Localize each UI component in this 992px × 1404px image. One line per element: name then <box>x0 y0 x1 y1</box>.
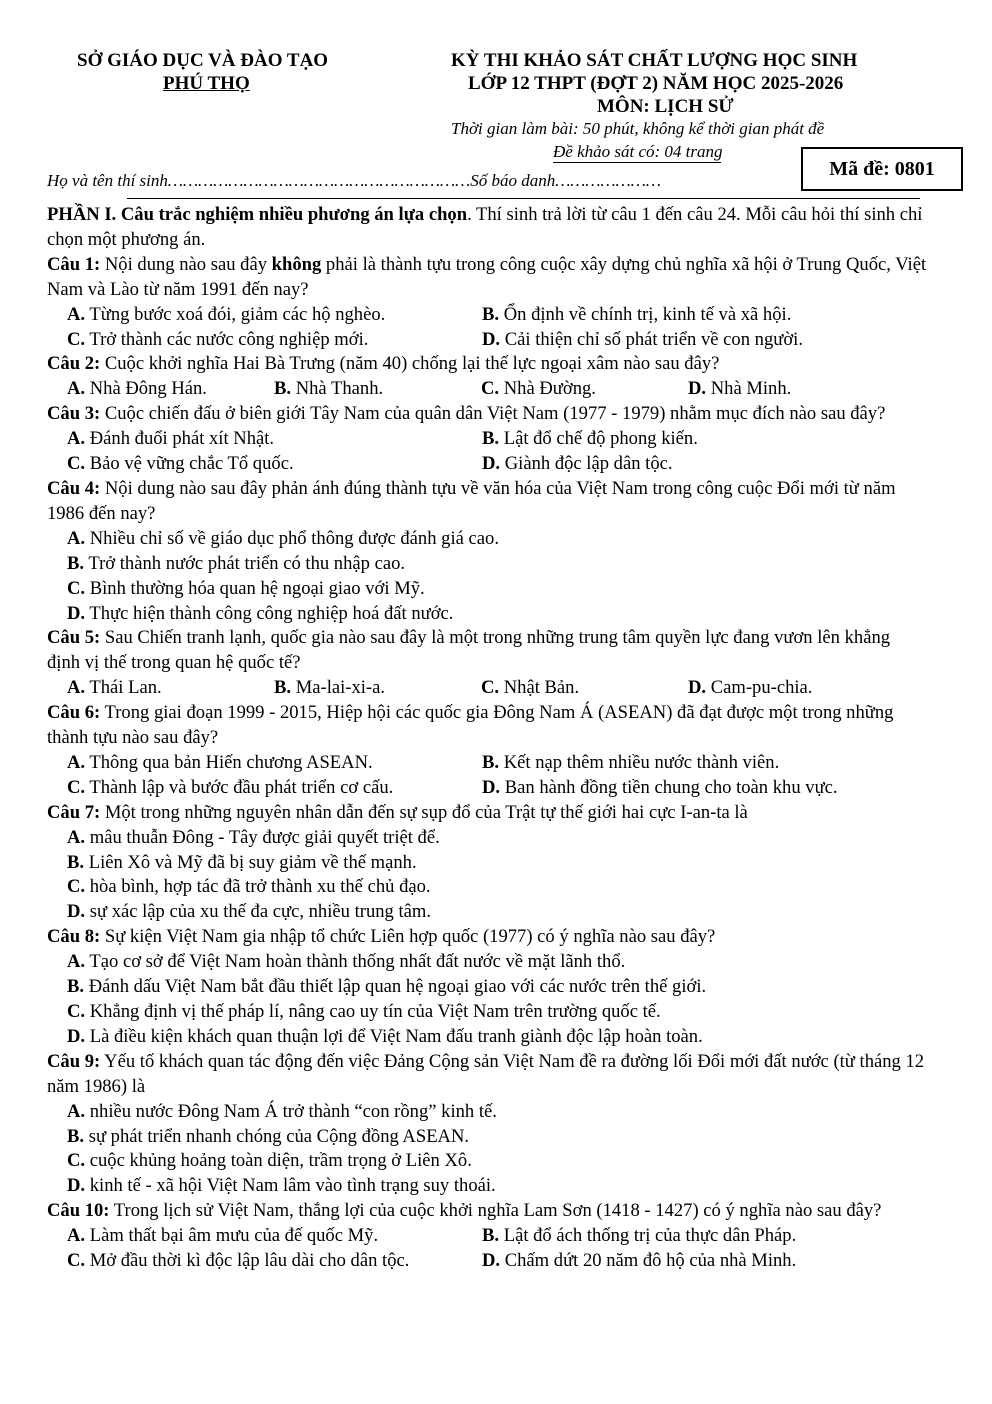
option-row <box>47 303 927 328</box>
option-text: Trở thành nước phát triển có thu nhập cao. <box>84 552 406 574</box>
option-text: Nhà Đông Hán. <box>85 378 207 400</box>
option-c[interactable] <box>481 377 688 402</box>
option-b[interactable] <box>47 851 927 876</box>
option-d[interactable] <box>482 452 673 477</box>
option-b[interactable] <box>47 552 927 577</box>
option-label: A. <box>67 751 86 773</box>
question-number: Câu 9: <box>47 1050 101 1072</box>
option-text: Giành độc lập dân tộc. <box>500 453 673 475</box>
option-label: B. <box>67 1125 85 1147</box>
option-a[interactable] <box>67 303 482 328</box>
option-c[interactable] <box>47 1149 927 1174</box>
question-3 <box>47 402 927 427</box>
option-label: B. <box>482 428 500 450</box>
option-row <box>47 328 927 353</box>
question-emphasis: không <box>271 253 322 275</box>
option-b[interactable] <box>274 377 481 402</box>
time-note: Thời gian làm bài: 50 phút, không kể thời gian phát đề <box>451 119 825 138</box>
section-title: PHẦN I. Câu trắc nghiệm nhiều phương án lựa chọn <box>47 204 468 225</box>
option-row <box>47 1224 927 1249</box>
option-text: Liên Xô và Mỹ đã bị suy giảm về thế mạnh. <box>84 851 417 873</box>
option-text: Chấm dứt 20 năm đô hộ của nhà Minh. <box>500 1250 797 1272</box>
option-label: B. <box>67 976 85 998</box>
option-b[interactable] <box>47 975 927 1000</box>
option-d[interactable] <box>47 1174 927 1199</box>
option-label: A. <box>67 1100 86 1122</box>
option-row <box>47 427 927 452</box>
option-label: A. <box>67 378 86 400</box>
question-text: Nội dung nào sau đây phản ánh đúng thành tựu về văn hóa của Việt Nam trong công cuộc Đổi mới từ năm 1986 đến nay? <box>47 477 896 524</box>
option-text: Bảo vệ vững chắc Tổ quốc. <box>85 453 294 475</box>
question-number: Câu 5: <box>47 627 101 649</box>
option-label: C. <box>67 776 86 798</box>
option-row <box>47 676 927 701</box>
option-text: Thực hiện thành công công nghiệp hoá đất nước. <box>85 602 454 624</box>
option-label: D. <box>482 328 501 350</box>
exam-code: Mã đề: 0801 <box>829 157 935 180</box>
option-c[interactable] <box>481 676 688 701</box>
question-text: Yếu tố khách quan tác động đến việc Đảng Cộng sản Việt Nam đề ra đường lối Đổi mới đất nước (từ tháng 12 năm 1986) là <box>47 1050 925 1097</box>
option-c[interactable] <box>67 776 482 801</box>
option-b[interactable] <box>274 676 481 701</box>
option-label: B. <box>482 303 500 325</box>
option-label: D. <box>482 453 501 475</box>
question-1 <box>47 253 927 303</box>
option-label: C. <box>67 453 86 475</box>
option-a[interactable] <box>47 950 927 975</box>
option-text: Cam-pu-chia. <box>706 677 813 699</box>
question-number: Câu 7: <box>47 801 101 823</box>
option-d[interactable] <box>482 328 803 353</box>
option-text: Từng bước xoá đói, giảm các hộ nghèo. <box>85 303 386 325</box>
option-b[interactable] <box>47 1125 927 1150</box>
option-text: Nhà Thanh. <box>291 378 384 400</box>
question-text: Trong lịch sử Việt Nam, thắng lợi của cuộc khởi nghĩa Lam Sơn (1418 - 1427) có ý nghĩa nào sau đây? <box>109 1200 882 1222</box>
option-label: D. <box>67 901 86 923</box>
option-label: B. <box>274 378 292 400</box>
option-label: B. <box>67 851 85 873</box>
option-text: sự phát triển nhanh chóng của Cộng đồng ASEAN. <box>84 1125 470 1147</box>
option-row <box>47 1249 927 1274</box>
option-text: Thành lập và bước đầu phát triển cơ cấu. <box>85 776 394 798</box>
question-text: Cuộc khởi nghĩa Hai Bà Trưng (năm 40) chống lại thế lực ngoại xâm nào sau đây? <box>100 353 720 375</box>
option-c[interactable] <box>47 1000 927 1025</box>
option-text: Thông qua bản Hiến chương ASEAN. <box>85 751 373 773</box>
option-label: A. <box>67 527 86 549</box>
option-d[interactable] <box>482 776 838 801</box>
question-9 <box>47 1050 927 1100</box>
option-text: cuộc khủng hoảng toàn diện, trầm trọng ở Liên Xô. <box>85 1150 472 1172</box>
question-8 <box>47 925 927 950</box>
option-text: nhiều nước Đông Nam Á trở thành “con rồng” kinh tế. <box>85 1100 497 1122</box>
option-text: Đánh dấu Việt Nam bắt đầu thiết lập quan hệ ngoại giao với các nước trên thế giới. <box>84 976 707 998</box>
option-a[interactable] <box>47 527 927 552</box>
option-label: C. <box>67 1001 86 1022</box>
option-text: Nhật Bản. <box>499 677 580 699</box>
header-separator <box>127 198 920 199</box>
question-number: Câu 2: <box>47 353 101 375</box>
option-d[interactable] <box>47 602 927 627</box>
question-text: Sự kiện Việt Nam gia nhập tổ chức Liên hợp quốc (1977) có ý nghĩa nào sau đây? <box>100 926 716 948</box>
option-text: Nhiều chỉ số về giáo dục phổ thông được đánh giá cao. <box>85 527 499 549</box>
option-label: C. <box>67 876 86 898</box>
option-text: Thái Lan. <box>85 677 162 699</box>
question-text: Trong giai đoạn 1999 - 2015, Hiệp hội các quốc gia Đông Nam Á (ASEAN) đã đạt được một trong những thành tựu nào sau đây? <box>47 702 894 749</box>
option-a[interactable] <box>67 427 482 452</box>
option-label: D. <box>688 378 707 400</box>
question-number: Câu 8: <box>47 926 101 948</box>
option-a[interactable] <box>47 1100 927 1125</box>
department-name: SỞ GIÁO DỤC VÀ ĐÀO TẠO <box>77 50 329 71</box>
option-label: D. <box>67 1025 86 1047</box>
option-label: C. <box>67 577 86 599</box>
question-7 <box>47 801 927 826</box>
option-label: C. <box>67 328 86 350</box>
exam-title: KỲ THI KHẢO SÁT CHẤT LƯỢNG HỌC SINH <box>451 50 858 71</box>
section-instruction: . Thí sinh trả lời từ câu 1 đến câu 24. Mỗi câu hỏi thí sinh chỉ chọn một phương án. <box>47 204 923 250</box>
option-b[interactable] <box>482 751 779 776</box>
option-c[interactable] <box>67 452 482 477</box>
option-label: B. <box>482 751 500 773</box>
question-text: Nội dung nào sau đây <box>100 253 272 275</box>
pages-note: Đề khảo sát có: 04 trang <box>553 142 723 161</box>
student-info-line: Họ và tên thí sinh……………………………………………………Số báo danh………………… <box>47 171 662 190</box>
option-text: Lật đổ ách thống trị của thực dân Pháp. <box>499 1225 797 1247</box>
question-number: Câu 3: <box>47 403 101 425</box>
option-label: D. <box>67 602 86 624</box>
option-c[interactable] <box>47 875 927 900</box>
option-text: sự xác lập của xu thế đa cực, nhiều trung tâm. <box>85 901 432 923</box>
option-text: Ma-lai-xi-a. <box>291 677 386 699</box>
option-label: B. <box>274 677 292 699</box>
pages-note-underline <box>553 162 721 163</box>
option-text: Mở đầu thời kì độc lập lâu dài cho dân tộc. <box>85 1250 410 1272</box>
option-d[interactable] <box>482 1249 796 1274</box>
option-text: mâu thuẫn Đông - Tây được giải quyết triệt để. <box>85 826 440 848</box>
question-text: Cuộc chiến đấu ở biên giới Tây Nam của quân dân Việt Nam (1977 - 1979) nhằm mục đích nào sau đây? <box>100 403 886 425</box>
option-text: Nhà Đường. <box>499 378 596 400</box>
option-label: B. <box>482 1225 500 1247</box>
option-row <box>47 776 927 801</box>
exam-subject: MÔN: LỊCH SỬ <box>597 96 734 117</box>
option-text: Là điều kiện khách quan thuận lợi để Việt Nam đấu tranh giành độc lập hoàn toàn. <box>85 1025 703 1047</box>
option-label: D. <box>688 677 707 699</box>
option-label: C. <box>67 1250 86 1272</box>
option-text: Cải thiện chỉ số phát triển về con người. <box>500 328 803 350</box>
option-text: Đánh đuổi phát xít Nhật. <box>85 428 275 450</box>
option-a[interactable] <box>67 377 274 402</box>
option-text: Làm thất bại âm mưu của đế quốc Mỹ. <box>85 1225 379 1247</box>
option-d[interactable] <box>47 900 927 925</box>
option-text: Tạo cơ sở để Việt Nam hoàn thành thống nhất đất nước về mặt lãnh thổ. <box>85 951 626 973</box>
question-number: Câu 1: <box>47 253 101 275</box>
option-text: Khẳng định vị thế pháp lí, nâng cao uy tín của Việt Nam trên trường quốc tế. <box>85 1001 661 1022</box>
option-label: C. <box>67 1150 86 1172</box>
question-6 <box>47 701 927 751</box>
option-b[interactable] <box>482 427 698 452</box>
section-heading <box>47 203 927 253</box>
question-number: Câu 10: <box>47 1200 110 1222</box>
option-d[interactable] <box>688 377 791 402</box>
option-label: D. <box>482 1250 501 1272</box>
option-label: C. <box>481 677 500 699</box>
option-a[interactable] <box>47 826 927 851</box>
option-label: A. <box>67 826 86 848</box>
option-text: Ban hành đồng tiền chung cho toàn khu vực. <box>500 776 838 798</box>
option-label: D. <box>482 776 501 798</box>
option-c[interactable] <box>67 328 482 353</box>
option-label: A. <box>67 303 86 325</box>
option-c[interactable] <box>47 577 927 602</box>
option-label: A. <box>67 1225 86 1247</box>
exam-code-box <box>801 147 963 191</box>
option-text: kinh tế - xã hội Việt Nam lâm vào tình trạng suy thoái. <box>85 1175 496 1197</box>
option-text: Bình thường hóa quan hệ ngoại giao với Mỹ. <box>85 577 425 599</box>
question-text: Một trong những nguyên nhân dẫn đến sự sụp đổ của Trật tự thế giới hai cực I-an-ta là <box>100 801 748 823</box>
question-5 <box>47 626 927 676</box>
option-d[interactable] <box>688 676 812 701</box>
option-label: A. <box>67 677 86 699</box>
option-label: A. <box>67 428 86 450</box>
option-d[interactable] <box>47 1025 927 1050</box>
question-2 <box>47 352 927 377</box>
question-number: Câu 4: <box>47 477 101 499</box>
option-a[interactable] <box>67 751 482 776</box>
question-4 <box>47 477 927 527</box>
option-a[interactable] <box>67 1224 482 1249</box>
questions-section <box>47 203 927 1274</box>
option-label: C. <box>481 378 500 400</box>
option-text: hòa bình, hợp tác đã trở thành xu thế chủ đạo. <box>85 876 431 898</box>
question-10 <box>47 1199 927 1224</box>
exam-grade-year: LỚP 12 THPT (ĐỢT 2) NĂM HỌC 2025-2026 <box>468 73 844 94</box>
option-a[interactable] <box>67 676 274 701</box>
option-text: Nhà Minh. <box>706 378 792 400</box>
option-text: Kết nạp thêm nhiều nước thành viên. <box>499 751 780 773</box>
option-label: B. <box>67 552 85 574</box>
option-label: A. <box>67 951 86 973</box>
option-text: Trở thành các nước công nghiệp mới. <box>85 328 369 350</box>
option-text: Ổn định về chính trị, kinh tế và xã hội. <box>499 303 792 325</box>
option-c[interactable] <box>67 1249 482 1274</box>
option-b[interactable] <box>482 1224 796 1249</box>
question-text: Sau Chiến tranh lạnh, quốc gia nào sau đây là một trong những trung tâm quyền lực đang vươn lên khẳng định vị thế trong quan hệ quốc tế? <box>47 627 891 674</box>
option-row <box>47 377 927 402</box>
question-number: Câu 6: <box>47 702 101 724</box>
option-b[interactable] <box>482 303 791 328</box>
option-text: Lật đổ chế độ phong kiến. <box>499 428 698 450</box>
question-text: phải là thành tựu trong công cuộc xây dựng chủ nghĩa xã hội ở Trung Quốc, Việt Nam và Lào từ năm 1991 đến nay? <box>47 253 927 300</box>
province-name: PHÚ THỌ <box>163 73 250 94</box>
option-label: D. <box>67 1175 86 1197</box>
option-row <box>47 751 927 776</box>
option-row <box>47 452 927 477</box>
